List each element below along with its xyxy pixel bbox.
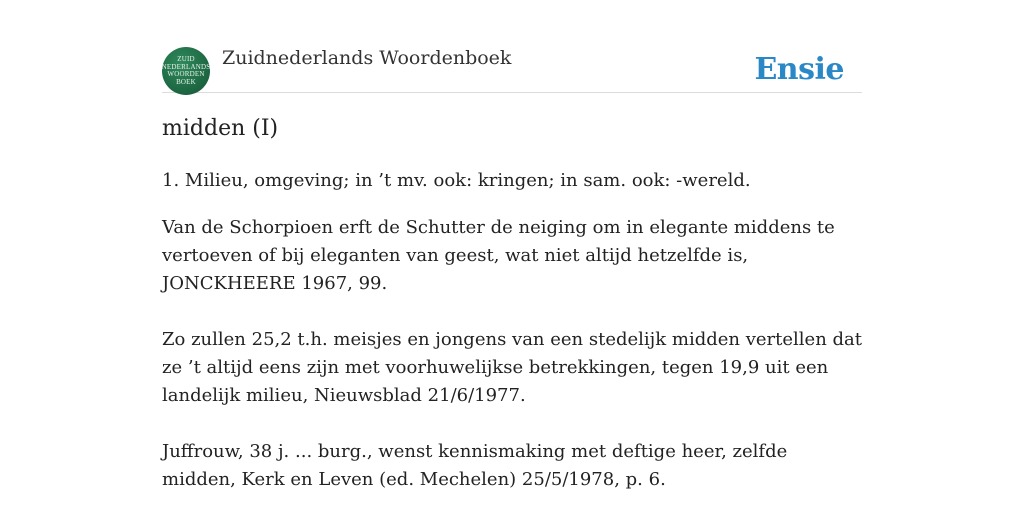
quotation: Van de Schorpioen erft de Schutter de neiging om in elegante middens te vertoeven of bij eleganten van geest, wat niet altijd hetzelfde is, JONCKHEERE 1967, 99. (162, 217, 835, 294)
logo-text-line: WOORDEN (167, 70, 205, 78)
page (162, 0, 862, 512)
entry-title: midden (I) (162, 116, 279, 141)
dictionary-logo[interactable] (162, 47, 210, 95)
ensie-brand-link[interactable]: Ensie (754, 52, 844, 87)
quotation: Zo zullen 25,2 t.h. meisjes en jongens van een stedelijk midden vertellen dat ze ’t altijd eens zijn met voorhuwelijkse betrekkingen, tegen 19,9 uit een landelijk milieu, Nieuwsblad 21/6/1977. (162, 329, 862, 406)
dictionary-name-link[interactable]: Zuidnederlands Woordenboek (222, 47, 512, 69)
logo-text-line: ZUID (177, 55, 195, 63)
header (162, 44, 862, 93)
entry-definition: 1. Milieu, omgeving; in ’t mv. ook: kringen; in sam. ook: -wereld. (162, 170, 751, 191)
logo-text-line: NEDERLANDS (162, 62, 210, 71)
quotation-list (162, 214, 862, 512)
logo-text-line: BOEK (176, 77, 196, 86)
quotation: Juffrouw, 38 j. ... burg., wenst kennismaking met deftige heer, zelfde midden, Kerk en Leven (ed. Mechelen) 25/5/1978, p. 6. (162, 441, 788, 490)
